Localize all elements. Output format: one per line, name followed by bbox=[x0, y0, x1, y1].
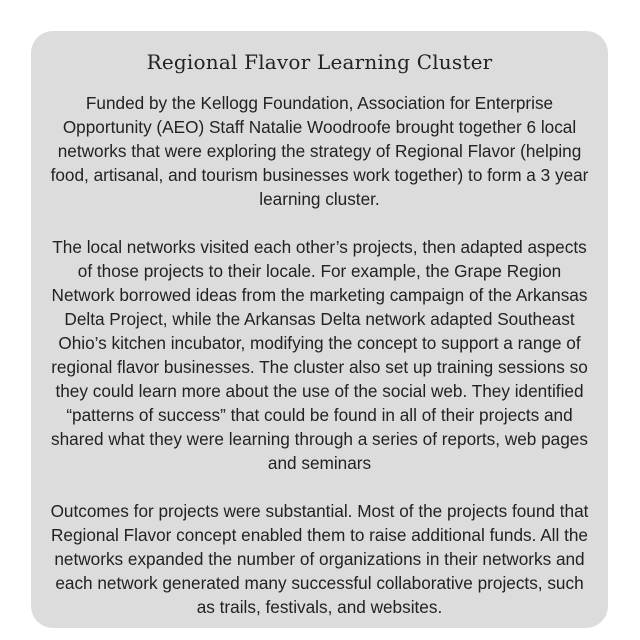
card-title: Regional Flavor Learning Cluster bbox=[146, 50, 493, 74]
projects-paragraph: The local networks visited each other’s projects, then adapted aspects of those projects to their locale. For example, the Grape Region Network borrowed ideas from the marketing campaign of the Arkansas Delta Project, while the Arkansas Delta network adapted Southeast Ohio’s kitchen incubator, modifying the concept to support a range of regional flavor businesses. The cluster also set up training sessions so they could learn more about the use of the social web. They identified “patterns of success” that could be found in all of their projects and shared what they were learning through a series of reports, web pages and seminars bbox=[51, 237, 588, 473]
info-card bbox=[31, 31, 608, 628]
intro-paragraph: Funded by the Kellogg Foundation, Association for Enterprise Opportunity (AEO) Staff Natalie Woodroofe brought together 6 local networks that were exploring the strategy of Regional Flavor (helping food, artisanal, and tourism businesses work together) to form a 3 year learning cluster. bbox=[50, 93, 589, 209]
outcomes-paragraph: Outcomes for projects were substantial. Most of the projects found that Regional Flavor concept enabled them to raise additional funds. All the networks expanded the number of organizations in their networks and each network generated many successful collaborative projects, such as trails, festivals, and websites. bbox=[50, 501, 589, 617]
